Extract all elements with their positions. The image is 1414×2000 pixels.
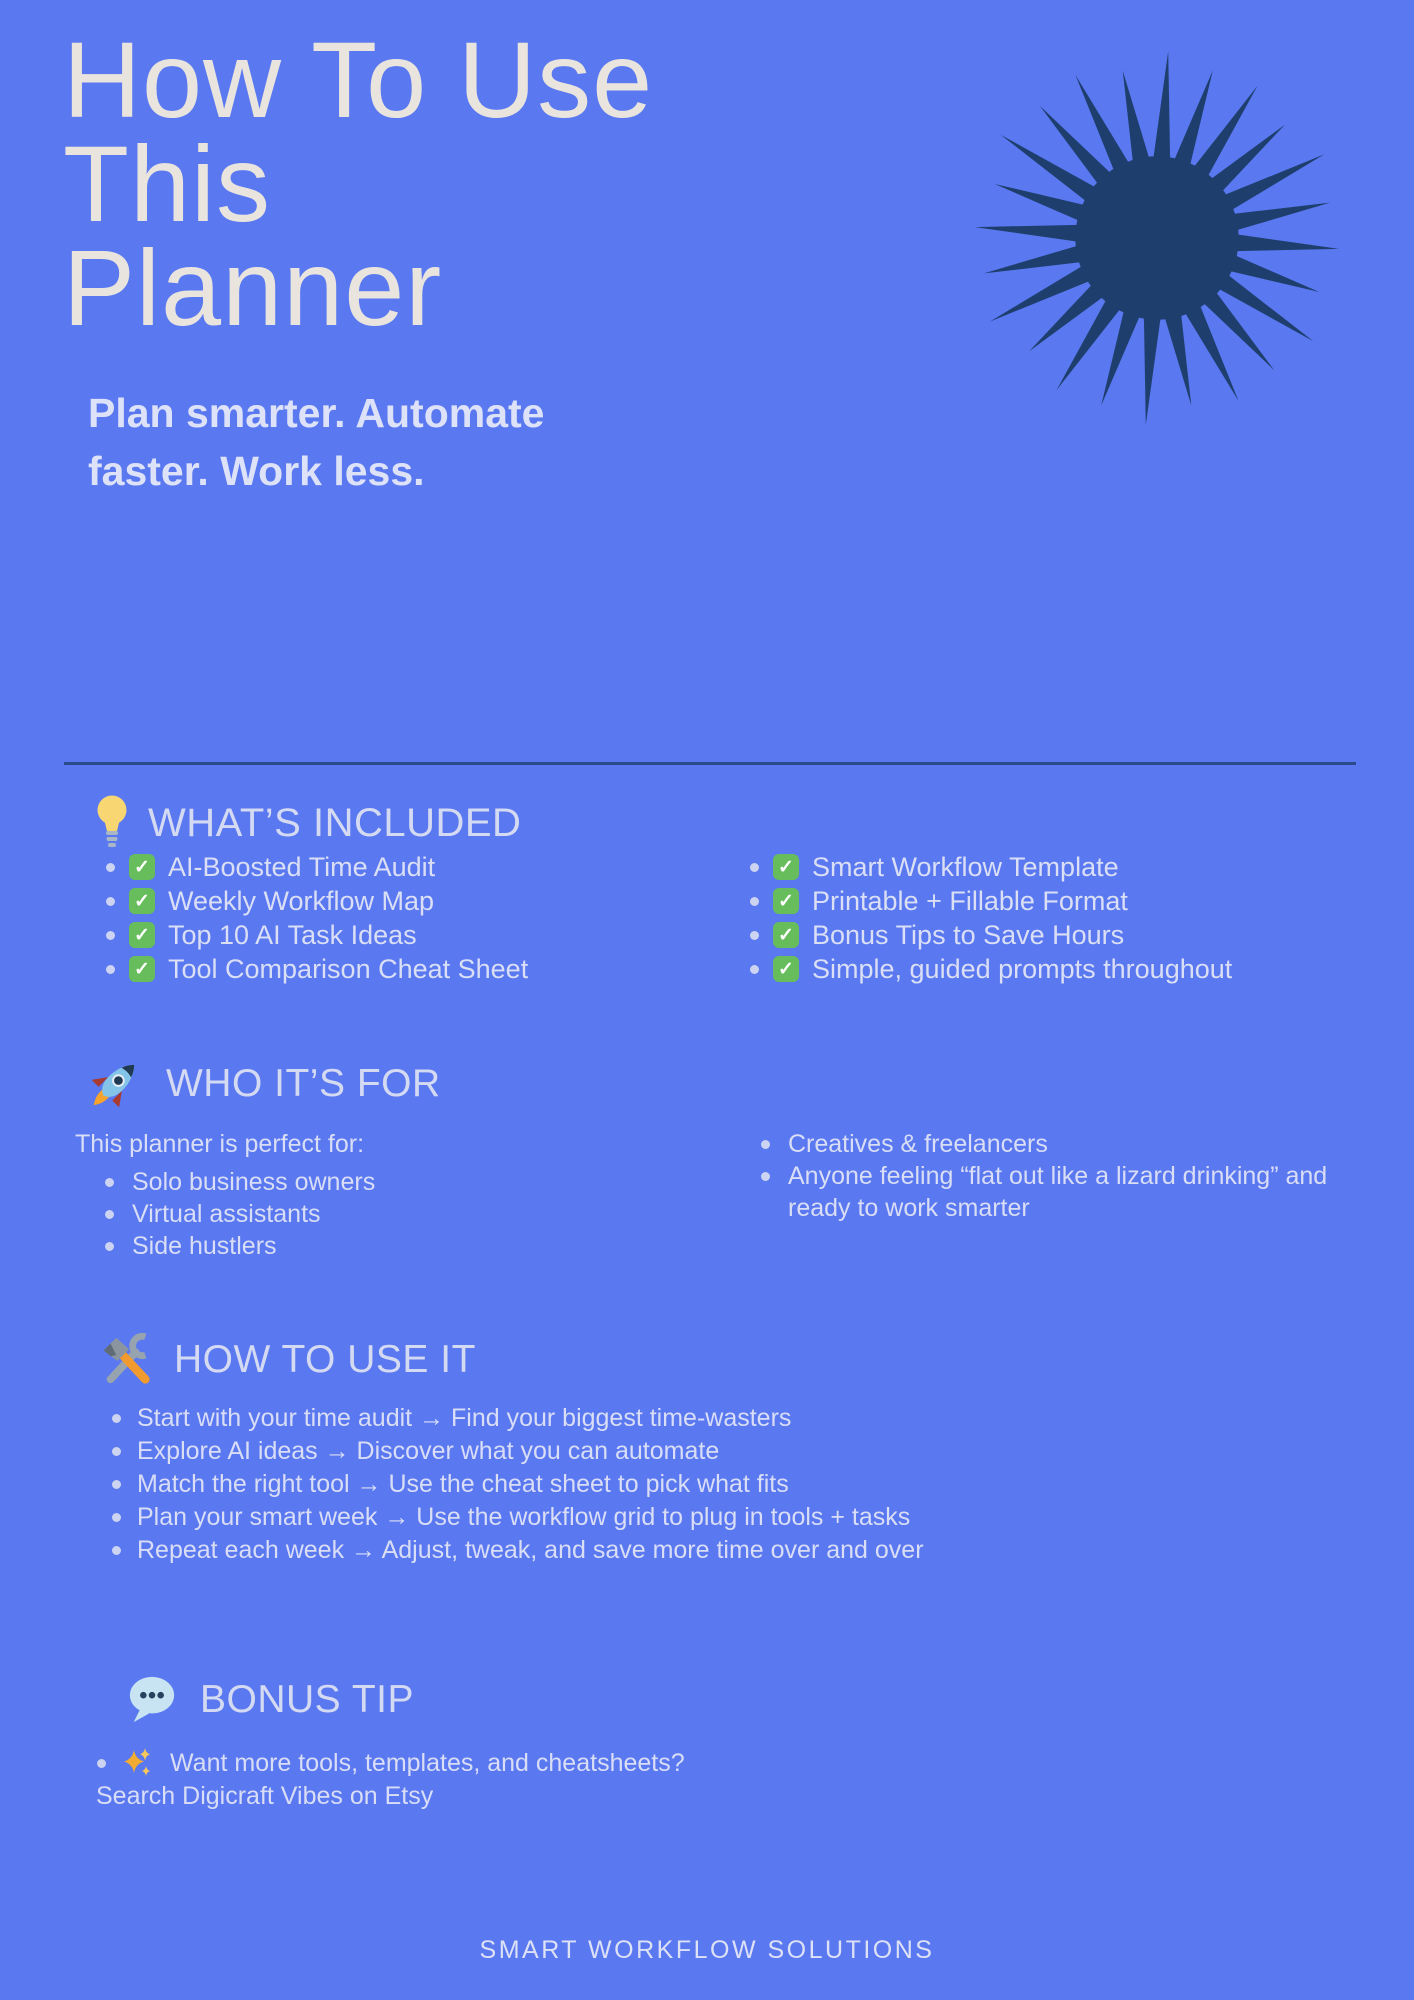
list-item: [106, 952, 750, 986]
list-item: [750, 850, 1374, 884]
hammer-and-wrench-icon: [94, 1331, 158, 1389]
item-text: Match the right tool → Use the cheat sheet to pick what fits: [137, 1470, 789, 1498]
list-item: [75, 1166, 675, 1198]
checkmark-icon: [129, 854, 155, 880]
item-text: Tool Comparison Cheat Sheet: [168, 953, 529, 984]
item-text: Printable + Fillable Format: [812, 885, 1128, 916]
whats-included-list: [106, 850, 1374, 986]
bullet-icon: [112, 1546, 121, 1555]
item-text: Smart Workflow Template: [812, 851, 1119, 882]
item-text: Want more tools, templates, and cheatsheets?: [170, 1748, 685, 1777]
bullet-icon: [112, 1513, 121, 1522]
item-text: Anyone feeling “flat out like a lizard drinking” and ready to work smarter: [788, 1162, 1328, 1222]
item-text: Solo business owners: [132, 1168, 376, 1196]
who-intro: This planner is perfect for:: [75, 1130, 365, 1158]
tagline-line: faster. Work less.: [88, 448, 425, 494]
checkmark-icon: [773, 854, 799, 880]
how-to-use-list: [112, 1402, 924, 1567]
list-item: [112, 1402, 924, 1435]
item-text: Creatives & freelancers: [788, 1130, 1048, 1158]
item-text: Plan your smart week → Use the workflow grid to plug in tools + tasks: [137, 1503, 911, 1531]
list-item: [106, 850, 750, 884]
checkmark-icon: [129, 922, 155, 948]
bullet-icon: [97, 1759, 106, 1768]
item-text: Bonus Tips to Save Hours: [812, 919, 1125, 950]
starburst-graphic: [967, 48, 1347, 428]
lightbulb-icon: [96, 793, 128, 853]
checkmark-icon: [773, 888, 799, 914]
who-left-column: [75, 1128, 675, 1262]
section-title: HOW TO USE IT: [174, 1338, 476, 1381]
item-text: Repeat each week → Adjust, tweak, and save more time over and over: [137, 1536, 924, 1564]
checkmark-icon: [129, 888, 155, 914]
who-its-for-heading: [84, 1052, 441, 1116]
bullet-icon: [106, 931, 115, 940]
item-text: AI-Boosted Time Audit: [168, 851, 436, 882]
item-text: Virtual assistants: [132, 1200, 321, 1228]
item-text: Start with your time audit → Find your biggest time-wasters: [137, 1404, 792, 1432]
footer-brand: SMART WORKFLOW SOLUTIONS: [479, 1936, 935, 1964]
bullet-icon: [106, 897, 115, 906]
section-divider: [64, 762, 1356, 765]
bullet-icon: [105, 1242, 114, 1251]
included-right-column: [750, 850, 1374, 986]
title-line: This: [63, 123, 272, 244]
item-text: Weekly Workflow Map: [168, 885, 435, 916]
list-item: [112, 1435, 924, 1468]
bullet-icon: [761, 1172, 770, 1181]
list-item: [112, 1501, 924, 1534]
bullet-icon: [750, 897, 759, 906]
bonus-tip-heading: [124, 1672, 414, 1728]
included-left-column: [106, 850, 750, 986]
list-item: [106, 918, 750, 952]
bullet-icon: [105, 1178, 114, 1187]
bullet-icon: [105, 1210, 114, 1219]
section-title: WHO IT’S FOR: [166, 1062, 441, 1105]
bullet-icon: [112, 1480, 121, 1489]
bullet-icon: [112, 1414, 121, 1423]
bonus-tip-subtext: Search Digicraft Vibes on Etsy: [96, 1782, 434, 1810]
list-item: [112, 1468, 924, 1501]
list-item: [750, 884, 1374, 918]
item-text: Explore AI ideas → Discover what you can automate: [137, 1437, 720, 1465]
bonus-tip-item: [97, 1746, 685, 1780]
title-line: Planner: [63, 227, 443, 348]
tagline-line: Plan smarter. Automate: [88, 390, 545, 436]
list-item: [750, 918, 1374, 952]
checkmark-icon: [773, 922, 799, 948]
list-item: [761, 1128, 1373, 1160]
how-to-use-heading: [94, 1330, 476, 1390]
sparkles-icon: [123, 1747, 151, 1779]
item-text: Top 10 AI Task Ideas: [168, 919, 417, 950]
who-right-column: [761, 1128, 1373, 1224]
item-text: Side hustlers: [132, 1232, 277, 1260]
page-title: [63, 19, 654, 348]
who-its-for-content: [75, 1128, 1373, 1262]
list-item: [106, 884, 750, 918]
bullet-icon: [106, 863, 115, 872]
tagline: [88, 384, 544, 500]
checkmark-icon: [129, 956, 155, 982]
list-item: [750, 952, 1374, 986]
title-line: How To Use: [63, 19, 654, 140]
bullet-icon: [750, 931, 759, 940]
section-title: WHAT’S INCLUDED: [148, 800, 522, 845]
bullet-icon: [761, 1140, 770, 1149]
whats-included-heading: [96, 792, 521, 854]
checkmark-icon: [773, 956, 799, 982]
bullet-icon: [106, 965, 115, 974]
speech-balloon-icon: [124, 1673, 180, 1727]
rocket-icon: [84, 1053, 146, 1115]
list-item: [75, 1198, 675, 1230]
bullet-icon: [750, 965, 759, 974]
item-text: Simple, guided prompts throughout: [812, 953, 1233, 984]
section-title: BONUS TIP: [200, 1678, 414, 1721]
list-item: [112, 1534, 924, 1567]
list-item: [761, 1160, 1373, 1224]
list-item: [75, 1230, 675, 1262]
bullet-icon: [750, 863, 759, 872]
bullet-icon: [112, 1447, 121, 1456]
